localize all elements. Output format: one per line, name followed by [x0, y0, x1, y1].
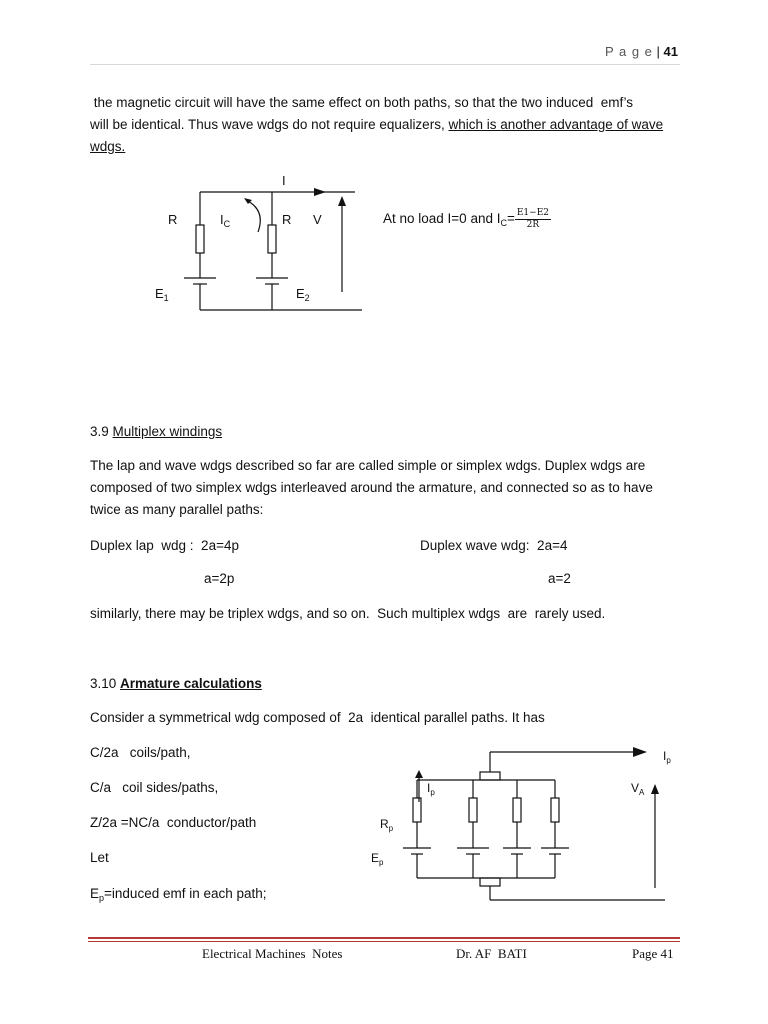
coils-per-path: C/2a coils/path, — [90, 745, 191, 760]
lap-result: a=2p — [204, 571, 235, 586]
ip-branch-label: $I_p$ — [427, 781, 435, 797]
section-3-9-paragraph: The lap and wave wdgs described so far are called simple or simplex wdgs. Duplex wdgs are composed of two simplex wdgs interleaved around the armature, and connected so as to have twice as many parallel paths: — [90, 458, 653, 517]
va-label: $V_A$ — [631, 781, 645, 797]
footer-title: Electrical Machines Notes — [202, 946, 343, 961]
resistor-right — [268, 225, 276, 253]
duplex-lap-equation: Duplex lap wdg : 2a=4p — [90, 538, 239, 553]
wave-result: a=2 — [548, 571, 571, 586]
ep-definition: $E_p=induced$ emf in each path; — [90, 886, 267, 903]
ip-output-label: $I_p$ — [663, 749, 671, 765]
multiplex-note: similarly, there may be triplex wdgs, and so on. Such multiplex wdgs are rarely used. — [90, 606, 606, 621]
conductors-per-path: Z/2a =NC/a conductor/path — [90, 815, 257, 830]
page-header: P a g e | 41 — [604, 44, 678, 59]
let-label: Let — [90, 850, 109, 865]
ic-label: $I_C$ — [220, 212, 231, 229]
r-right-label: R — [282, 212, 292, 227]
intro-paragraph — [90, 92, 690, 158]
no-load-equation: At no load I=0 and $I_C=$ $\frac{E1-E2}{2R}$ — [383, 208, 549, 230]
parallel-paths-diagram — [365, 740, 685, 905]
v-label: V — [313, 212, 322, 227]
current-i-label: I — [282, 173, 286, 188]
r-left-label: R — [168, 212, 178, 227]
section-3-10-heading: 3.10 Armature calculations — [90, 676, 262, 691]
footer-rule-thin — [88, 941, 680, 942]
e2-label: $E_2$ — [296, 286, 310, 303]
coil-sides-per-path: C/a coil sides/paths, — [90, 780, 219, 795]
resistor-left — [196, 225, 204, 253]
footer-rule — [88, 937, 680, 939]
intro-line-3: wdgs. — [90, 139, 126, 154]
intro-line-1: the magnetic circuit will have the same effect on both paths, so that the two induced emf’s — [90, 95, 634, 110]
page-word: P a g e — [604, 44, 653, 59]
rp-label: $R_p$ — [380, 817, 394, 833]
section-3-10-intro: Consider a symmetrical wdg composed of 2a identical parallel paths. It has — [90, 710, 545, 725]
page-number: 41 — [663, 44, 678, 59]
ic-fraction: $\frac{E1-E2}{2R}$ — [516, 208, 549, 230]
intro-line-2: will be identical. Thus wave wdgs do not require equalizers, which is another advantage of wave — [90, 117, 664, 132]
equalizer-circuit-diagram — [140, 170, 380, 315]
header-rule — [90, 64, 680, 65]
e1-label: $E_1$ — [155, 286, 169, 303]
footer-page: Page 41 — [632, 946, 674, 961]
section-3-9-heading: 3.9 Multiplex windings — [90, 424, 223, 439]
footer-author: Dr. AF BATI — [456, 946, 527, 961]
duplex-wave-equation: Duplex wave wdg: 2a=4 — [420, 538, 568, 553]
ep-label: $E_p$ — [371, 851, 384, 867]
